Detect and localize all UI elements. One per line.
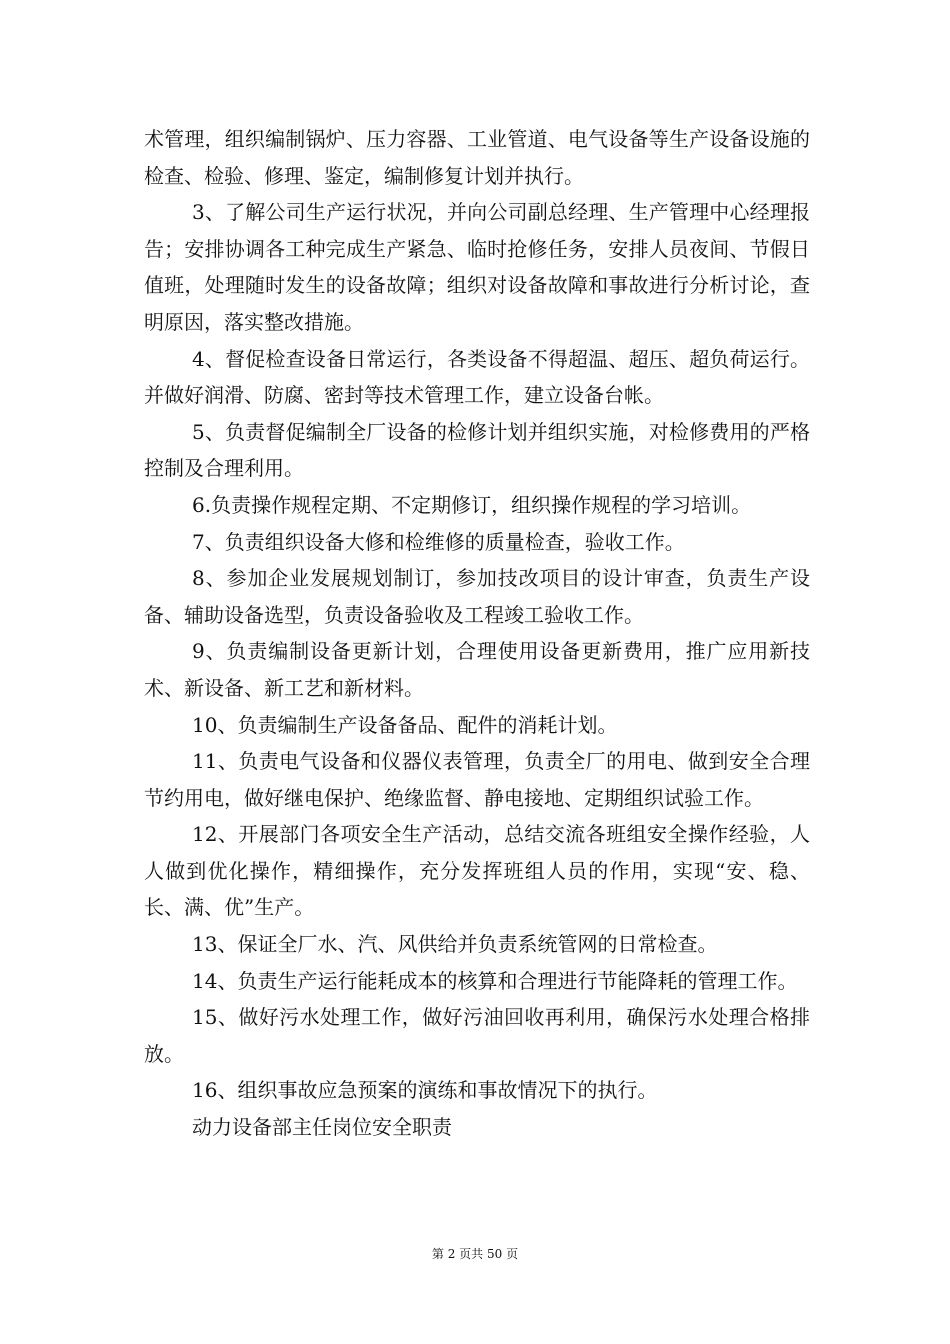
- paragraph: 16、组织事故应急预案的演练和事故情况下的执行。: [192, 1078, 658, 1103]
- paragraph: 9、负责编制设备更新计划，合理使用设备更新费用，推广应用新技术、新设备、新工艺和新材料。: [144, 639, 810, 700]
- paragraph: 15、做好污水处理工作，做好污油回收再利用，确保污水处理合格排放。: [144, 1005, 810, 1066]
- paragraph: 3、了解公司生产运行状况，并向公司副总经理、生产管理中心经理报告；安排协调各工种完成生产紧急、临时抢修任务，安排人员夜间、节假日值班，处理随时发生的设备故障；组织对设备故障和事故进行分析讨论，查明原因，落实整改措施。: [144, 200, 810, 334]
- current-page-number: 2: [447, 1247, 456, 1261]
- section-heading: 动力设备部主任岗位安全职责: [192, 1115, 452, 1140]
- paragraph: 10、负责编制生产设备备品、配件的消耗计划。: [192, 712, 618, 737]
- footer-suffix: 页: [506, 1247, 519, 1261]
- paragraph: 6.负责操作规程定期、不定期修订，组织操作规程的学习培训。: [192, 492, 752, 517]
- paragraph: 11、负责电气设备和仪器仪表管理，负责全厂的用电、做到安全合理节约用电，做好继电保护、绝缘监督、静电接地、定期组织试验工作。: [144, 749, 810, 810]
- paragraph: 7、负责组织设备大修和检维修的质量检查，验收工作。: [192, 529, 685, 554]
- page-footer: [0, 1245, 950, 1262]
- document-body: [144, 121, 810, 1146]
- paragraph: 4、督促检查设备日常运行，各类设备不得超温、超压、超负荷运行。并做好润滑、防腐、密封等技术管理工作，建立设备台帐。: [144, 346, 810, 408]
- paragraph: 14、负责生产运行能耗成本的核算和合理进行节能降耗的管理工作。: [192, 968, 798, 993]
- paragraph: 术管理，组织编制锅炉、压力容器、工业管道、电气设备等生产设备设施的检查、检验、修理、鉴定，编制修复计划并执行。: [144, 127, 810, 188]
- total-page-count: 50: [487, 1247, 503, 1261]
- footer-prefix: 第: [431, 1247, 444, 1261]
- paragraph: 13、保证全厂水、汽、风供给并负责系统管网的日常检查。: [192, 932, 718, 957]
- footer-middle: 页共: [459, 1247, 484, 1261]
- paragraph: 5、负责督促编制全厂设备的检修计划并组织实施，对检修费用的严格控制及合理利用。: [144, 419, 810, 481]
- paragraph: 12、开展部门各项安全生产活动，总结交流各班组安全操作经验，人人做到优化操作，精细操作，充分发挥班组人员的作用，实现“安、稳、长、满、优”生产。: [144, 822, 810, 920]
- paragraph: 8、参加企业发展规划制订，参加技改项目的设计审查，负责生产设备、辅助设备选型，负责设备验收及工程竣工验收工作。: [144, 566, 810, 627]
